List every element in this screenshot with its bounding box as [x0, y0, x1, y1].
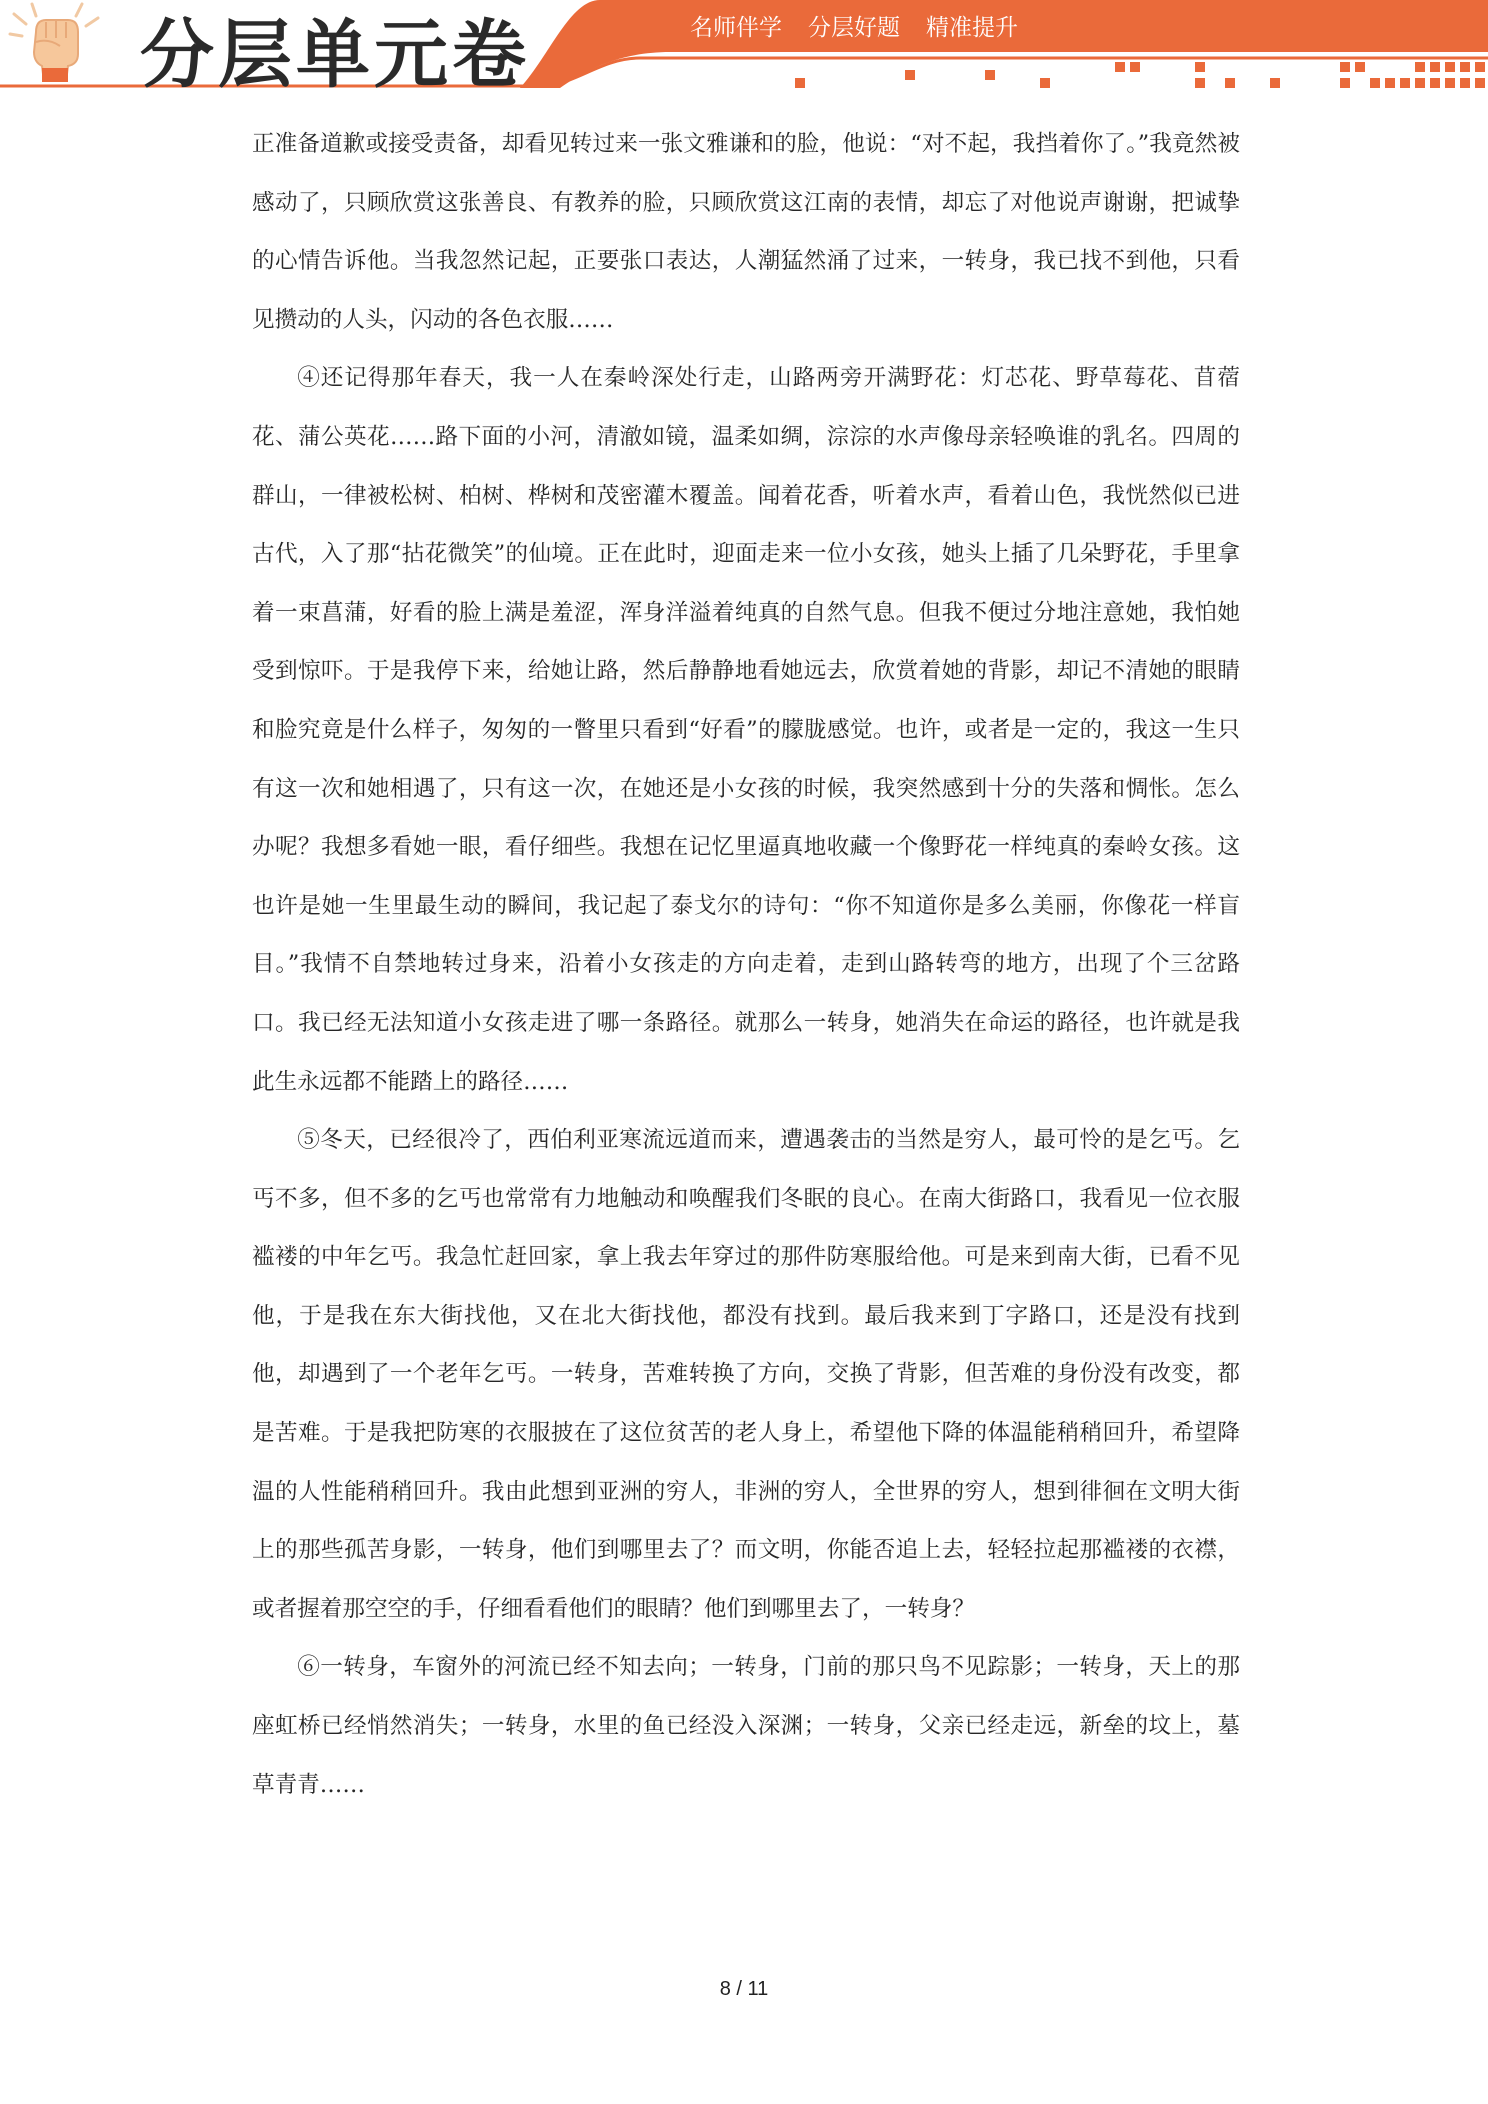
header-slogans	[690, 8, 1044, 48]
slogan-item: 分层好题	[808, 15, 900, 41]
paragraph-4: ④还记得那年春天，我一人在秦岭深处行走，山路两旁开满野花：灯芯花、野草莓花、苜蓿花、蒲公英花……路下面的小河，清澈如镜，温柔如绸，淙淙的水声像母亲轻唤谁的乳名。四周的群山，一律被松树、柏树、桦树和茂密灌木覆盖。闻着花香，听着水声，看着山色，我恍然似已进古代，入了那“拈花微笑”的仙境。正在此时，迎面走来一位小女孩，她头上插了几朵野花，手里拿着一束菖蒲，好看的脸上满是羞涩，浑身洋溢着纯真的自然气息。但我不便过分地注意她，我怕她受到惊吓。于是我停下来，给她让路，然后静静地看她远去，欣赏着她的背影，却记不清她的眼睛和脸究竟是什么样子，匆匆的一瞥里只看到“好看”的朦胧感觉。也许，或者是一定的，我这一生只有这一次和她相遇了，只有这一次，在她还是小女孩的时候，我突然感到十分的失落和惆怅。怎么办呢？我想多看她一眼，看仔细些。我想在记忆里逼真地收藏一个像野花一样纯真的秦岭女孩。这也许是她一生里最生动的瞬间，我记起了泰戈尔的诗句：“你不知道你是多么美丽，你像花一样盲目。”我情不自禁地转过身来，沿着小女孩走的方向走着，走到山路转弯的地方，出现了个三岔路口。我已经无法知道小女孩走进了哪一条路径。就那么一转身，她消失在命运的路径，也许就是我此生永远都不能踏上的路径……	[252, 365, 1240, 1095]
page-header	[0, 0, 1488, 100]
paragraph-continued: 正准备道歉或接受责备，却看见转过来一张文雅谦和的脸，他说：“对不起，我挡着你了。”我竟然被感动了，只顾欣赏这张善良、有教养的脸，只顾欣赏这江南的表情，却忘了对他说声谢谢，把诚挚的心情告诉他。当我忽然记起，正要张口表达，人潮猛然涌了过来，一转身，我已找不到他，只看见攒动的人头，闪动的各色衣服……	[252, 131, 1240, 333]
raised-fist-icon	[6, 2, 102, 82]
brand-title: 分层单元卷	[140, 12, 530, 98]
page-number: 8 / 11	[719, 1978, 769, 2000]
slogan-item: 名师伴学	[690, 15, 782, 41]
paragraph-5: ⑤冬天，已经很冷了，西伯利亚寒流远道而来，遭遇袭击的当然是穷人，最可怜的是乞丐。乞丐不多，但不多的乞丐也常常有力地触动和唤醒我们冬眠的良心。在南大街路口，我看见一位衣服褴褛的中年乞丐。我急忙赶回家，拿上我去年穿过的那件防寒服给他。可是来到南大街，已看不见他，于是我在东大街找他，又在北大街找他，都没有找到。最后我来到丁字路口，还是没有找到他，却遇到了一个老年乞丐。一转身，苦难转换了方向，交换了背影，但苦难的身份没有改变，都是苦难。于是我把防寒的衣服披在了这位贫苦的老人身上，希望他下降的体温能稍稍回升，希望降温的人性能稍稍回升。我由此想到亚洲的穷人，非洲的穷人，全世界的穷人，想到徘徊在文明大街上的那些孤苦身影，一转身，他们到哪里去了？而文明，你能否追上去，轻轻拉起那褴褛的衣襟，或者握着那空空的手，仔细看看他们的眼睛？他们到哪里去了，一转身？	[252, 1127, 1240, 1622]
article-body	[252, 115, 1240, 1814]
slogan-item: 精准提升	[926, 15, 1018, 41]
paragraph-6: ⑥一转身，车窗外的河流已经不知去向；一转身，门前的那只鸟不见踪影；一转身，天上的那座虹桥已经悄然消失；一转身，水里的鱼已经没入深渊；一转身，父亲已经走远，新垒的坟上，墓草青青……	[252, 1654, 1240, 1798]
